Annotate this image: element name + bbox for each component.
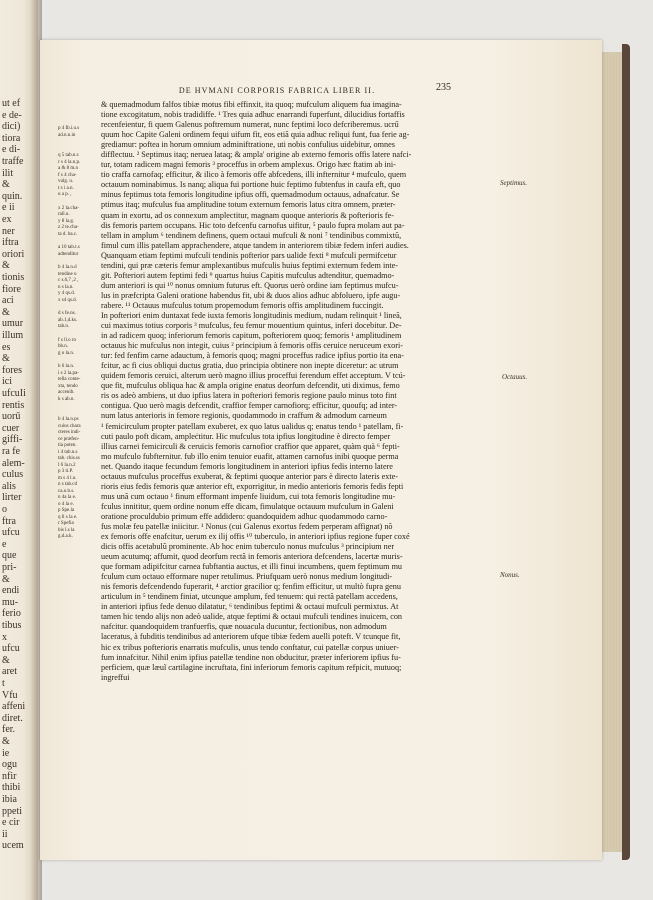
left-page-fragment: ibia — [2, 794, 17, 805]
margin-note: cuius chara — [58, 423, 81, 429]
text-line: quum hoc Capite Galeni ordinem fequi uifum fit, eos etiã quia adhuc reliqui funt, fua ferie ag- — [101, 130, 410, 140]
text-line: ptimus itaq; mufculus fua amplitudine totum externum femoris latus citra omnem, præter- — [101, 200, 396, 210]
text-line: ex femoris offe enafcitur, uerum ex ilij offis ¹⁰ tuberculo, in anteriori ipfius regione fuper coxé — [101, 532, 410, 542]
left-page-fragment: ie — [2, 747, 10, 759]
text-line: git. Pofteriori autem feptimi fedi ⁹ quartus huius Capitis mufculus adtenditur, quemadmo- — [101, 270, 395, 280]
text-line: dis femoris partem occupans. Hic toto defcenfu carnofus uifitur, ⁵ paulo fupra molam aut pa- — [101, 220, 405, 230]
margin-note: q 5 tab.n.s — [58, 153, 79, 158]
text-line: laceratus, à fubditis tendinibus ad anteriorem ufque tibiæ fedem auelli poteft. V tcunque fit, — [101, 632, 401, 642]
left-page-fragment: illum — [2, 330, 24, 341]
page-number: 235 — [436, 82, 451, 93]
left-page-fragment: & — [2, 654, 10, 666]
margin-gap — [58, 146, 100, 153]
left-page-fragment: ut ef — [2, 98, 21, 109]
left-page-fragment: tiora — [2, 132, 21, 144]
left-page-fragment: o — [2, 504, 7, 515]
left-page-fragment: ii — [2, 828, 8, 840]
left-page-fragment: rentis — [2, 399, 25, 411]
text-line: & quemadmodum falfos tibiæ motus fibi effinxit, ita quoq; mufculum aliquem fua imagina- — [101, 100, 402, 109]
text-line: difflectuu. ² Septimus itaq; neruea lataq; & ampla' origine ab externo femoris offis latere nafci- — [101, 150, 412, 160]
left-page-fragment: que — [2, 550, 17, 562]
margin-note: n 4a la e. — [58, 495, 77, 500]
left-page-fragment: & — [2, 260, 10, 272]
margin-note: accenib. — [58, 390, 75, 395]
margin-note: g o la.n. — [58, 350, 75, 356]
text-line: dum anteriori is qui ¹⁰ nonus omnium futurus eft. Quorus uerò ordine iam feptimus mufcu- — [101, 280, 399, 290]
left-page-fragment: ilit — [2, 167, 14, 179]
margin-note: k s ab.n. — [58, 396, 75, 402]
text-line: num latus anterioris in femore regionis, quodammodo in craffum & admodum carneum — [101, 411, 387, 421]
margin-note: f s 4 cha- — [58, 172, 77, 178]
left-page-fragment: es — [2, 341, 11, 353]
text-line: ris os adeò ambiens, ut duo ipfius latera in pofteriori femoris regione paulo minus toto fint — [101, 391, 397, 401]
left-page-fragment: t — [2, 678, 5, 689]
margin-note: q ll s la e. — [58, 514, 78, 520]
left-page-fragment: thibi — [2, 782, 21, 794]
left-page-fragment: ufcuIi — [2, 388, 26, 399]
text-line: nis femoris defcendendo fuperarit, ⁴ arctior gracilior q; fenfim efficitur, ut multò fupra genu — [101, 582, 401, 592]
margin-note: ca.o.b.s. — [58, 488, 75, 494]
text-line: tur, totam radicem magni femoris ³ proceffus in orbem amplexus. Origo hæc ftatim ab ini- — [101, 160, 396, 170]
margin-note: h 6 la.n. — [58, 364, 75, 369]
margin-gap — [58, 403, 100, 410]
left-page-fragment: tionis — [2, 272, 25, 283]
running-header: DE HVMANI CORPORIS FABRICA LIBER II. — [178, 86, 376, 95]
text-line: in anteriori ipfius fede denuo dilatatur, ⁶ tendinibus feptimi & octaui mufculi permixtus. At — [101, 602, 399, 612]
text-line: net. Quando itaque fecundum femoris longitudinem in anteriori ipfius fedis interno latere — [101, 461, 393, 471]
margin-note: xta, tendo — [58, 383, 78, 389]
left-page-fragment: & — [2, 573, 10, 585]
text-line: fculus innititur, quem ordine nonum effe dicam, fimulatque octauum mufculum in Galeni — [101, 501, 394, 511]
text-line: ¹ femicirculum propter patellam exuberet, ex quo latus ualidus q; enatus tendo ¹ patellam, fi- — [101, 421, 404, 431]
margin-note: i s 2 la.pa- — [58, 370, 79, 376]
left-page-fragment: Vfu — [2, 689, 18, 701]
margin-note: z 2 te.cha- — [58, 225, 79, 230]
text-line: que fit, mufculus obliqua hac & ampla origine enatus deorfum defcendit, uti diximus, femo — [101, 381, 400, 391]
left-page-fragment: culus — [2, 469, 24, 481]
left-page-fragment: e de- — [2, 109, 22, 121]
margin-gap — [58, 199, 100, 206]
margin-note: r Spefia — [58, 521, 74, 526]
margin-note: tab. chis.ss — [58, 456, 80, 461]
margin-note: ab.1,d.ks. — [58, 317, 78, 323]
text-line: perficiem, quæ læuĩ cartilagine incruftata, fini inferiorum femoris capitum refpicit, mutuoq; — [101, 662, 402, 672]
margin-note: l 6 la.n.2 — [58, 462, 76, 468]
left-page-fragment: fiore — [2, 283, 21, 295]
left-page-fragment: traffe — [2, 156, 24, 167]
text-line: mo mufculo fubfternitur. fub illo enim tenuior euafit, attamen carnofus inibi quoque perma — [101, 451, 399, 461]
margin-note: f s ll.o ro — [58, 337, 77, 343]
left-page-fragment: cuer — [2, 422, 20, 434]
left-page-fragment: ner — [2, 225, 15, 237]
left-page-fragment: quin. — [2, 190, 23, 202]
margin-label-septimus: Septimus. — [500, 179, 528, 187]
text-line: dicis offis acetabulũ prominente. Ab hoc enim tuberculo nonus mufculus ³ principium ner — [101, 542, 395, 552]
margin-note: ce præfen- — [58, 436, 80, 442]
margin-note: bis l.s la — [58, 527, 75, 533]
margin-note: a 10 tab.t.s — [58, 245, 80, 250]
left-page-fragment: ufcu — [2, 527, 20, 539]
text-line: fculum cum octauo efformare nuper retulimus. Priufquam uerò nonus medium longitudi- — [101, 572, 393, 582]
left-page-fragment: ici — [2, 376, 12, 388]
text-line: tur: fed fenfim carne adauctum, à femoris quoq; magni proceffus radice ipfius portio ita ena- — [101, 351, 404, 361]
left-margin-notes — [58, 126, 100, 541]
margin-note: tia poten. — [58, 443, 77, 448]
left-page-fragment: fores — [2, 364, 22, 376]
left-page-fragment: nfir — [2, 770, 17, 782]
margin-note: n s la.n. — [58, 284, 74, 290]
left-page-fragment: & — [2, 306, 10, 318]
text-line: fum innafcitur. Nihil enim ipfius patellæ tendine non obducitur, præter inferiorem ipfius fu- — [101, 652, 401, 662]
left-page-fragment: umur — [2, 318, 24, 330]
left-page-fragment: ra fe — [2, 446, 21, 457]
text-line: articulum in ⁵ tendinem finiat, utcunque amplum, fed tenuem: qui rectã patellam accedens, — [101, 592, 398, 602]
text-line: quam in exortu, ad os connexum amplectitur, magnam quoque anterioris & pofterioris fe- — [101, 210, 394, 220]
margin-gap — [58, 331, 100, 338]
text-line: tamen hic tendo alijs non adeò ualide, atque feptimi & octaui mufculi tendines inuicem, con — [101, 612, 403, 622]
text-line: fus molæ feu patellæ iniicitur. ¹ Nonus (cui Galenus exortus fedem perperam affignat) nõ — [101, 521, 393, 531]
text-line: fimul cum illis patellam apprachendere, atque tandem in anteriorem tibiæ fedem inferi audies. — [101, 240, 409, 250]
text-line: cui maximus totius corporis ³ mufculus, feu femur mouentium quintus, inferi docebitur. De- — [101, 321, 402, 331]
left-page-fragment: ogu — [2, 759, 17, 771]
left-page-fragment: alis — [2, 480, 16, 492]
left-page-fragment: iftra — [2, 237, 19, 249]
left-page-fragment: pri- — [2, 562, 17, 573]
left-page-fragment: tibus — [2, 620, 22, 631]
text-line: grediamur: poftea in horum omnium adminiftratione, uti nobis confulius uidebitur, omnes — [101, 140, 395, 150]
text-line: fcitur, ac fi cius obliqui ductus gratia, duo principia obtinere non inepte diceretur: ac utrum — [101, 361, 399, 371]
left-page-fragment: & — [2, 353, 10, 365]
margin-note: u a p. , — [58, 192, 72, 197]
margin-gap — [58, 304, 100, 311]
text-line: in ad radicem quoq; inferiorum femoris capitum, pofteriorem quoq; femoris ¹ amplitudinem — [101, 331, 402, 341]
body-text — [101, 100, 493, 683]
left-page-fragment: dici) — [2, 121, 21, 133]
margin-note: n s tab.cd — [58, 482, 78, 487]
text-line: tione excogitatum, nobis tradidiffe. ¹ Tres quia adhuc enarrandi fuperfunt, dilucidius fortaffis — [101, 110, 405, 120]
text-line: recenfeientur, fi quem Galenus poftremum numerat, nunc feptimi loco defcriberemus. ucrű — [101, 120, 399, 130]
text-line: hic ex tribus pofterioris enarratis mufculis, unus tendo conftatur, cui patellæ corpus uniuer- — [101, 642, 399, 652]
text-line: contigua. Quo uerò magis defcendit, craffior femper carnofiorq; efficitur, quoufq; ad inter- — [101, 401, 398, 411]
left-page-fragment: fer. — [2, 724, 16, 736]
text-line: minus feptimus tota femoris longitudine ipfius offi, quemadmodum octauus, adnafcatur. Se — [101, 190, 400, 200]
text-line: tellam in amplum ⁶ tendinem definens, quem octaui mufculi & noni ⁷ tendinibus commixtũ, — [101, 230, 402, 240]
left-page-fragment: ppeti — [2, 805, 22, 817]
text-line: lus in præfcripta Galeni oratione habendus fit, ubi & duos alios adhuc abfoluero, ipfe augu- — [101, 290, 401, 300]
margin-label-octauus: Octauus. — [502, 373, 528, 381]
text-line: rabere. ¹¹ Octauus mufculus totum propemodum femoris offis amplitudinem fuccingit. — [101, 300, 384, 310]
text-line: illius carnei femicirculi & ceruicis femoris carnofior craffior que apparet, quàm quà ⁶ fepti- — [101, 441, 400, 451]
text-line: mus unã cum octauo ¹ finum efformant impenfe liuidum, cui tota femoris longitudine mu- — [101, 491, 396, 501]
left-page-fragment: e di- — [2, 144, 21, 156]
left-page-fragment: aci — [2, 295, 14, 307]
margin-note: a & 8 m.n — [58, 166, 78, 171]
left-page-fragment: e cir — [2, 817, 20, 829]
left-page-fragment: oriori — [2, 248, 25, 260]
left-page-fragment: endi — [2, 585, 20, 597]
margin-label-nonus: Nonus. — [500, 571, 520, 579]
margin-note: b 4 la.n.d — [58, 265, 77, 270]
left-page-fragment: diret. — [2, 712, 23, 724]
left-page-fragment: ufcu — [2, 643, 20, 655]
margin-note: r s 4 la.n.p. — [58, 159, 81, 165]
margin-note: adtenditur — [58, 251, 79, 257]
margin-note: x 2 la.cha- — [58, 205, 79, 211]
margin-gap — [58, 258, 100, 265]
margin-note: x s4 qs.d. — [58, 297, 77, 303]
margin-gap — [58, 238, 100, 245]
text-line: rioris eius fedis femoris quæ anterior eft, exporrigitur, in medio anterioris femoris fedis fepti — [101, 481, 404, 491]
text-line: octauum nominabimus. Is nanq; aliqua fui portione huic feptimo fubtenfus in caufa eft, quo — [101, 180, 401, 190]
margin-note: m s 4 l.u. — [58, 475, 77, 481]
margin-note: p Spe.la — [58, 508, 75, 513]
text-line: que formam adipifcitur carnea fubftantia auctus, et illi finui incumbens, quem feptimum mu — [101, 562, 403, 572]
margin-note: vulg. u. — [58, 179, 74, 184]
margin-note: ta d. ba.c. — [58, 231, 78, 237]
left-page-fragment: x — [2, 631, 7, 643]
margin-note: bb.n. — [58, 344, 68, 349]
left-page-fragment: ex — [2, 214, 12, 225]
margin-note: cteres indi- — [58, 430, 81, 435]
left-page-fragment: alem- — [2, 457, 25, 469]
left-page-fragment: e — [2, 538, 7, 550]
margin-note: p 4 Ib.i.u.s — [58, 126, 80, 131]
text-line: nafcitur. quandoquidem tranfuerfis, quæ nouacula ducuntur, fectionibus, non admodum — [101, 622, 387, 632]
book-cover-edge — [622, 44, 630, 860]
margin-note: y 8 la.g. — [58, 218, 75, 224]
margin-note: tella conte- — [58, 377, 81, 382]
text-line: octauus hic mufculus non integit, cuius ² principium à femoris offis ceruice neruceum exori- — [101, 341, 403, 351]
margin-note: t s i a.n. — [58, 185, 74, 191]
margin-gap — [58, 139, 100, 146]
text-line: quidem femoris ceruici, alterum uerò magno illius proceffui ferendum effet acceptum. V tcú- — [101, 371, 406, 381]
text-line: ingreffui — [101, 672, 130, 682]
margin-note: b 4 la.n.ps — [58, 417, 79, 422]
left-page-fragment: ftra — [2, 515, 16, 527]
text-line: Quanquam etiam feptimi mufculi tendinis pofterior pars ualide fexti ⁸ mufculi permifcetur — [101, 250, 397, 260]
margin-note: i 4 tab.n.s — [58, 449, 78, 455]
margin-note: rall.u. — [58, 212, 70, 217]
left-page-fragment: affeni — [2, 701, 26, 713]
left-page-fragment: e ii — [2, 202, 15, 214]
margin-note: y 4 qs.d. — [58, 291, 75, 296]
margin-note: o 4 la e. — [58, 501, 74, 507]
text-line: tio craffa carnofaq; efficitur, & ilico à femoris offe abfcedens, illi infternitur ⁴ mufculo, quem — [101, 170, 407, 180]
left-page-fragment: uorű — [2, 411, 21, 423]
text-line: oratione proculdubio primum effe addidero: quandoquidem adhuc quodammodo carno- — [101, 511, 388, 521]
margin-gap — [58, 410, 100, 417]
margin-note: tab.n. — [58, 324, 70, 329]
margin-note: tendine u — [58, 271, 77, 277]
margin-note: d s fe.ns. — [58, 311, 76, 316]
margin-note: ad.n.n.in — [58, 132, 76, 138]
margin-note: c s.6,7 ,2 , — [58, 278, 79, 283]
text-line: cuti paulo poft dicam, ampleċtitur. Hic mufculus tota ipfius longitudine è directo femper — [101, 431, 391, 441]
text-line: ueum acutumq; affumit, quod deorfum rectã in femoris anteriora defcendens, lacertæ muris- — [101, 552, 403, 562]
margin-note: p 3 ti.P. — [58, 469, 74, 474]
left-page-fragment: ucem — [2, 840, 24, 852]
left-page-fragment: aret — [2, 666, 17, 678]
text-line: In pofteriori enim duntaxat fede iuxta femoris longitudinis medium, nudam relinquit ¹ lineã, — [101, 310, 402, 320]
left-page-fragment: & — [2, 736, 10, 747]
text-line: octauus mufculus proceffus exuberat, & feptimi quoque anterior pars è directo lateris exte- — [101, 471, 398, 481]
left-page-fragment: mu- — [2, 596, 19, 608]
left-page-fragment: ferio — [2, 608, 21, 620]
left-page-fragment: lirter — [2, 492, 22, 504]
left-page-fragment: & — [2, 179, 10, 191]
margin-gap — [58, 357, 100, 364]
left-page-fragment: giffi- — [2, 434, 23, 446]
text-line: tendini, qui præ cæteris femur amplexantibus mufculis huius feptimi externum fedem inte- — [101, 260, 398, 270]
margin-note: g.d.a.k. — [58, 534, 73, 539]
